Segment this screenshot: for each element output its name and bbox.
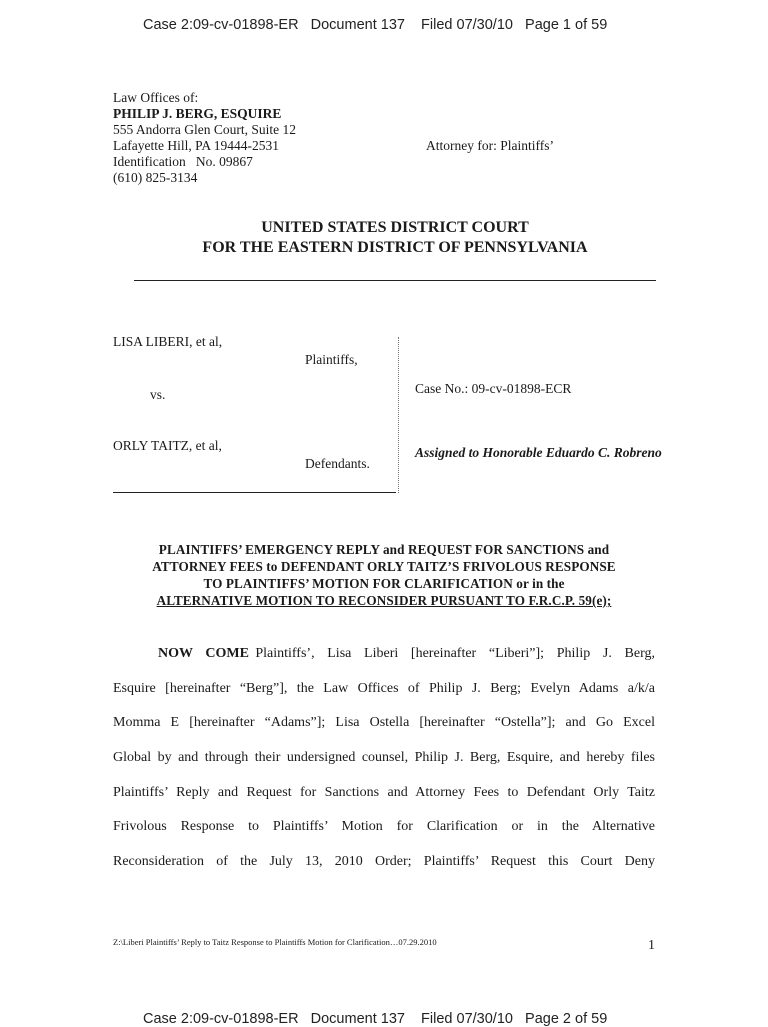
case-number: Case No.: 09-cv-01898-ECR	[415, 381, 572, 396]
attorney-street: 555 Andorra Glen Court, Suite 12	[113, 122, 296, 137]
court-name-line1: UNITED STATES DISTRICT COURT	[261, 219, 529, 236]
court-divider	[134, 280, 656, 281]
defendant-name: ORLY TAITZ, et al,	[113, 438, 222, 453]
body-line-text: Plaintiffs’, Lisa Liberi [hereinafter “Liberi”]; Philip J. Berg,	[248, 646, 655, 661]
body-line: Esquire [hereinafter “Berg”], the Law Offices of Philip J. Berg; Evelyn Adams a/k/a	[113, 681, 655, 696]
body-line: Frivolous Response to Plaintiffs’ Motion for Clarification or in the Alternative	[113, 819, 655, 834]
attorney-identification: Identification No. 09867	[113, 154, 253, 169]
ecf-header: Case 2:09-cv-01898-ER Document 137 Filed 07/30/10 Page 1 of 59	[143, 17, 608, 33]
title-line: PLAINTIFFS’ EMERGENCY REPLY and REQUEST FOR SANCTIONS and	[158, 542, 610, 557]
next-page-ecf-header: Case 2:09-cv-01898-ER Document 137 Filed 07/30/10 Page 2 of 59	[143, 1011, 608, 1027]
plaintiff-role: Plaintiffs,	[305, 352, 358, 367]
body-line	[158, 646, 655, 662]
versus: vs.	[150, 387, 166, 402]
body-line: Reconsideration of the July 13, 2010 Order; Plaintiffs’ Request this Court Deny	[113, 854, 655, 869]
attorney-for: Attorney for: Plaintiffs’	[426, 138, 554, 153]
body-line: Momma E [hereinafter “Adams”]; Lisa Ostella [hereinafter “Ostella”]; and Go Excel	[113, 715, 655, 730]
defendant-role: Defendants.	[305, 456, 370, 471]
court-name-line2: FOR THE EASTERN DISTRICT OF PENNSYLVANIA	[202, 239, 588, 256]
page-number: 1	[648, 938, 655, 953]
title-line-underlined	[0, 593, 768, 609]
attorney-city: Lafayette Hill, PA 19444-2531	[113, 138, 279, 153]
lead-bold: NOW COME	[158, 646, 249, 661]
caption-separator	[398, 337, 399, 493]
footer-file-path: Z:\Liberi Plaintiffs’ Reply to Taitz Response to Plaintiffs Motion for Clarification…07.29.2010	[113, 937, 437, 947]
attorney-phone: (610) 825-3134	[113, 170, 198, 185]
attorney-name: PHILIP J. BERG, ESQUIRE	[113, 106, 282, 121]
assigned-judge: Assigned to Honorable Eduardo C. Robreno	[415, 445, 662, 460]
body-line: Global by and through their undersigned counsel, Philip J. Berg, Esquire, and hereby files	[113, 750, 655, 765]
title-line: ATTORNEY FEES to DEFENDANT ORLY TAITZ’S FRIVOLOUS RESPONSE	[152, 559, 616, 574]
plaintiff-name: LISA LIBERI, et al,	[113, 334, 223, 349]
office-label: Law Offices of:	[113, 90, 199, 105]
title-line-text: ALTERNATIVE MOTION TO RECONSIDER PURSUANT TO F.R.C.P. 59(e);	[156, 593, 612, 608]
body-line: Plaintiffs’ Reply and Request for Sanctions and Attorney Fees to Defendant Orly Taitz	[113, 785, 655, 800]
title-line: TO PLAINTIFFS’ MOTION FOR CLARIFICATION or in the	[203, 576, 565, 591]
caption-underline	[113, 492, 396, 493]
